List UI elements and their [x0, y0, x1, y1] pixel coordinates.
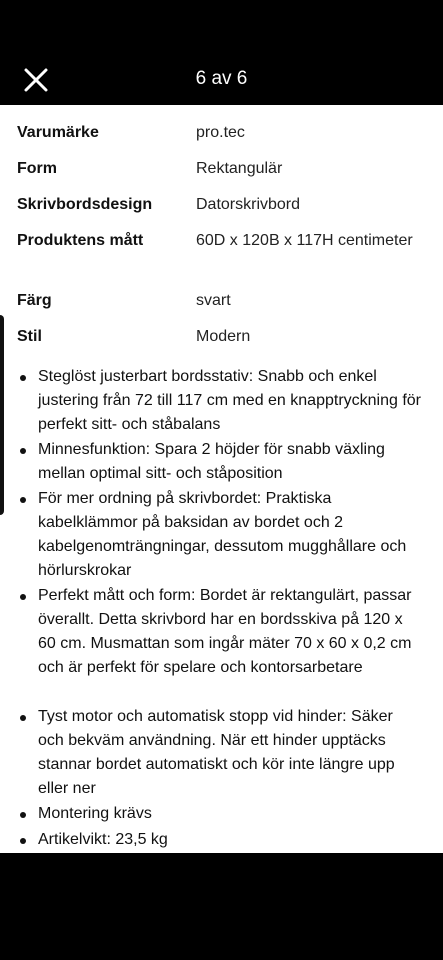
- list-item-text: Tyst motor och automatisk stopp vid hinder: Säker och bekväm användning. När ett hinder upptäcks stannar bordet automatiskt och kör inte längre upp eller ner: [38, 708, 395, 797]
- bullet-icon: [20, 594, 26, 600]
- list-item-text: Montering krävs: [38, 805, 152, 822]
- spec-key: Varumärke: [17, 124, 99, 141]
- image-edge-shadow: [0, 315, 4, 515]
- list-item-text: Minnesfunktion: Spara 2 höjder för snabb växling mellan optimal sitt- och ståposition: [38, 441, 385, 482]
- spec-value: 60D x 120B x 117H centimeter: [196, 232, 413, 249]
- spec-value: Rektangulär: [196, 160, 283, 177]
- spec-value: pro.tec: [196, 124, 245, 141]
- bullet-icon: [20, 838, 26, 844]
- image-content: [0, 105, 443, 853]
- list-item-text: Steglöst justerbart bordsstativ: Snabb och enkel justering från 72 till 117 cm med en knapptryckning för perfekt sitt- och ståbalans: [38, 368, 422, 433]
- spec-key: Produktens mått: [17, 232, 144, 249]
- bullet-icon: [20, 715, 26, 721]
- bullet-icon: [20, 448, 26, 454]
- list-item-text: Perfekt mått och form: Bordet är rektangulärt, passar överallt. Detta skrivbord har en bordsskiva på 120 x 60 cm. Musmattan som ingår mäter 70 x 60 x 0,2 cm och är perfekt för spelare och kontorsarbetare: [38, 587, 412, 676]
- list-item-text: Artikelvikt: 23,5 kg: [38, 831, 168, 848]
- spec-value: Datorskrivbord: [196, 196, 301, 213]
- bullet-icon: [20, 375, 26, 381]
- page-indicator: 6 av 6: [195, 68, 248, 89]
- bullet-icon: [20, 497, 26, 503]
- viewer-bottom-bar: [0, 853, 443, 960]
- bullet-icon: [20, 812, 26, 818]
- spec-value: svart: [196, 292, 231, 309]
- list-item-text: För mer ordning på skrivbordet: Praktiska kabelklämmor på baksidan av bordet och 2 kabelgenomträngningar, dessutom mugghållare och hörlurskrokar: [38, 490, 407, 579]
- spec-key: Stil: [17, 328, 42, 345]
- spec-key: Form: [17, 160, 57, 177]
- spec-value: Modern: [196, 328, 251, 345]
- spec-key: Skrivbordsdesign: [17, 196, 153, 213]
- viewer-top-bar: [0, 0, 443, 105]
- spec-key: Färg: [17, 292, 52, 309]
